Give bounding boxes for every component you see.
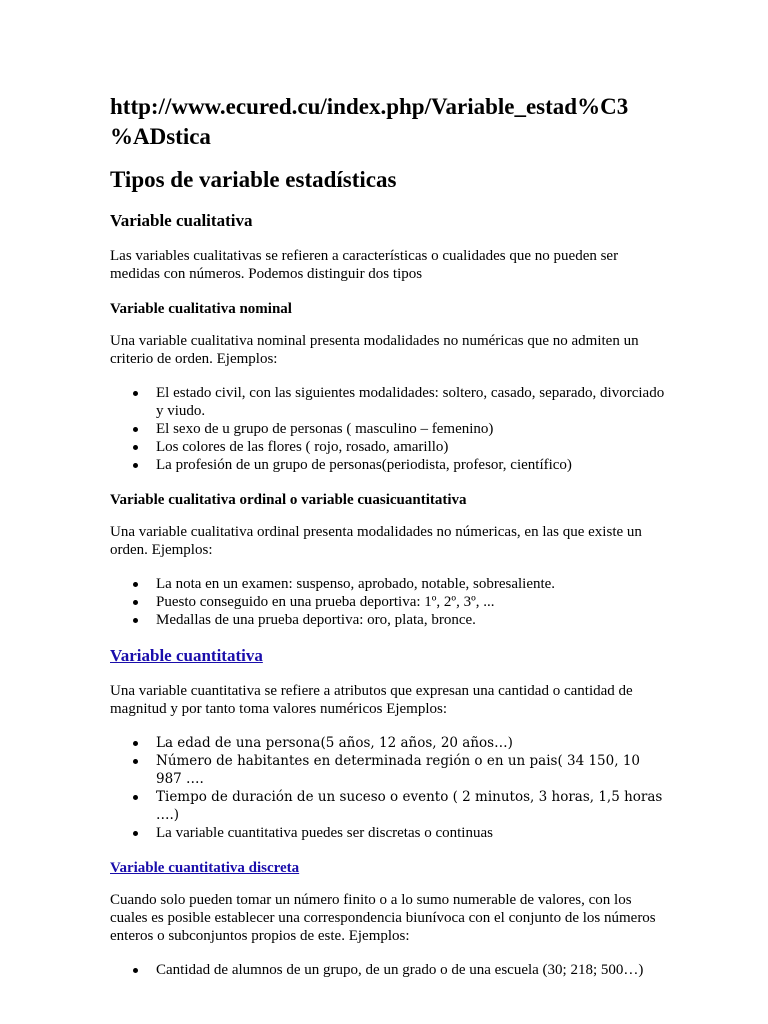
list-item-text: Los colores de las flores ( rojo, rosado, amarillo) xyxy=(156,439,449,455)
list-item-text: El estado civil, con las siguientes modalidades: soltero, casado, separado, divorciado y viudo. xyxy=(156,385,665,419)
bullet-icon xyxy=(133,463,138,468)
url-heading xyxy=(110,92,670,152)
document-content xyxy=(110,92,670,995)
section-paragraph-nominal: Una variable cualitativa nominal presenta modalidades no numéricas que no admiten un criterio de orden. Ejemplos: xyxy=(110,333,639,367)
bullet-icon xyxy=(133,968,138,973)
url-heading-line-2: %ADstica xyxy=(110,124,211,149)
list-item-text: La variable cuantitativa puedes ser discretas o continuas xyxy=(156,825,493,841)
list-item xyxy=(110,575,670,593)
list-item xyxy=(110,384,670,420)
list-item xyxy=(110,961,670,979)
page-title: Tipos de variable estadísticas xyxy=(110,167,397,192)
section-heading-cualitativa: Variable cualitativa xyxy=(110,211,253,230)
bullet-icon xyxy=(133,831,138,836)
url-heading-line-1: http://www.ecured.cu/index.php/Variable_estad%C3 xyxy=(110,94,629,119)
examples-list-cuantitativa xyxy=(110,734,670,842)
examples-list-discreta xyxy=(110,961,670,979)
list-item xyxy=(110,456,670,474)
bullet-icon xyxy=(133,795,138,800)
link-variable-cuantitativa-discreta[interactable]: Variable cuantitativa discreta xyxy=(110,860,300,876)
section-paragraph-discreta: Cuando solo pueden tomar un número finito o a lo sumo numerable de valores, con los cuales es posible establecer una correspondencia biunívoca con el conjunto de los números enteros o subconjuntos propios de este. Ejemplos: xyxy=(110,892,656,944)
list-item xyxy=(110,420,670,438)
list-item xyxy=(110,752,670,788)
list-item xyxy=(110,734,670,752)
list-item-text: Puesto conseguido en una prueba deportiva: 1º, 2º, 3º, ... xyxy=(156,594,495,610)
list-item-text: La nota en un examen: suspenso, aprobado, notable, sobresaliente. xyxy=(156,576,556,592)
section-heading-ordinal: Variable cualitativa ordinal o variable cuasicuantitativa xyxy=(110,492,467,508)
list-item-text: Medallas de una prueba deportiva: oro, plata, bronce. xyxy=(156,612,476,628)
bullet-icon xyxy=(133,427,138,432)
bullet-icon xyxy=(133,445,138,450)
section-heading-nominal: Variable cualitativa nominal xyxy=(110,301,292,317)
section-paragraph-ordinal: Una variable cualitativa ordinal presenta modalidades no númericas, en las que existe un orden. Ejemplos: xyxy=(110,524,642,558)
list-item xyxy=(110,593,670,611)
section-paragraph-cuantitativa: Una variable cuantitativa se refiere a atributos que expresan una cantidad o cantidad de magnitud y por tanto toma valores numéricos Ejemplos: xyxy=(110,683,633,717)
section-heading-discreta xyxy=(110,858,670,878)
bullet-icon xyxy=(133,600,138,605)
bullet-icon xyxy=(133,391,138,396)
section-paragraph-cualitativa: Las variables cualitativas se refieren a características o cualidades que no pueden ser medidas con números. Podemos distinguir dos tipos xyxy=(110,248,619,282)
section-heading-cuantitativa xyxy=(110,645,670,667)
list-item-text: Cantidad de alumnos de un grupo, de un grado o de una escuela (30; 218; 500…) xyxy=(156,962,644,978)
list-item-text: Número de habitantes en determinada región o en un pais( 34 150, 10 987 …. xyxy=(156,753,640,787)
list-item-text: El sexo de u grupo de personas ( masculino – femenino) xyxy=(156,421,494,437)
list-item xyxy=(110,788,670,824)
examples-list-nominal xyxy=(110,384,670,474)
bullet-icon xyxy=(133,741,138,746)
list-item xyxy=(110,611,670,629)
list-item xyxy=(110,824,670,842)
bullet-icon xyxy=(133,582,138,587)
list-item-text: La profesión de un grupo de personas(periodista, profesor, científico) xyxy=(156,457,572,473)
bullet-icon xyxy=(133,618,138,623)
list-item-text: La edad de una persona(5 años, 12 años, 20 años…) xyxy=(156,735,513,751)
list-item xyxy=(110,438,670,456)
bullet-icon xyxy=(133,759,138,764)
link-variable-cuantitativa[interactable]: Variable cuantitativa xyxy=(110,646,263,665)
examples-list-ordinal xyxy=(110,575,670,629)
list-item-text: Tiempo de duración de un suceso o evento ( 2 minutos, 3 horas, 1,5 horas ….) xyxy=(156,789,663,823)
